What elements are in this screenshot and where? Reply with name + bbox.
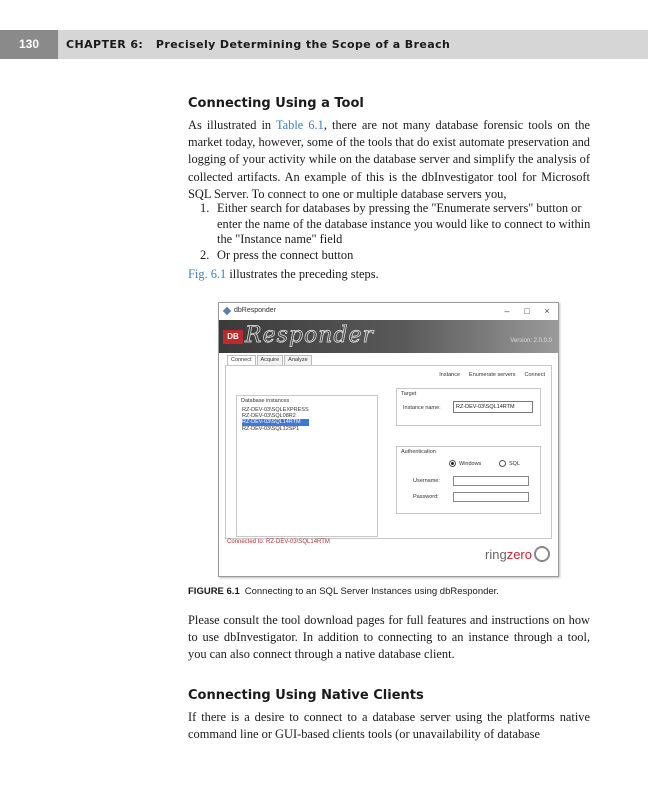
connection-status: Connected to: RZ-DEV-03\SQL14RTM bbox=[227, 539, 330, 545]
toolbar bbox=[439, 372, 545, 378]
step-text: Either search for databases by pressing the "Enumerate servers" button or enter the name of the database instance you would like to connect to within the "Instance name" field bbox=[217, 201, 591, 247]
app-banner bbox=[219, 320, 558, 353]
intro-text-end: , there are not many database forensic tools on the market today, however, some of the tools that do exist automate preservation and logging of your activity while on the database server and simplify the analysis of collected artifacts. An example of this is the dbInvestigator tool for Microsoft SQL Server. To connect to one or multiple database servers you, bbox=[188, 118, 590, 201]
step-text: Or press the connect button bbox=[217, 247, 354, 262]
tab-analyze[interactable]: Analyze bbox=[284, 355, 312, 366]
running-header bbox=[0, 30, 648, 59]
step-number: 1. bbox=[200, 201, 210, 215]
close-icon[interactable]: × bbox=[544, 306, 550, 316]
list-item bbox=[200, 248, 592, 264]
minimize-icon[interactable]: – bbox=[504, 306, 510, 316]
list-item[interactable]: RZ-DEV-03\SQLEXPRESS bbox=[242, 407, 309, 413]
figure-caption bbox=[188, 586, 499, 597]
chapter-title: CHAPTER 6: Precisely Determining the Scope of a Breach bbox=[66, 38, 451, 51]
ringzero-logo bbox=[485, 547, 532, 562]
body-paragraph: Please consult the tool download pages for full features and instructions on how to use dbInvestigator. In addition to connecting to an instance through a tool, you can also connect through a native database client. bbox=[188, 613, 590, 662]
intro-paragraph bbox=[188, 117, 590, 203]
connect-button[interactable]: Connect bbox=[524, 372, 545, 378]
caption-text: Connecting to an SQL Server Instances using dbResponder. bbox=[244, 586, 499, 597]
target-group bbox=[396, 388, 541, 426]
group-label: Target bbox=[401, 391, 417, 397]
window-titlebar bbox=[219, 303, 558, 319]
sql-radio[interactable] bbox=[499, 460, 506, 467]
step-number: 2. bbox=[200, 247, 210, 262]
database-instances-group bbox=[236, 395, 378, 537]
sql-radio-label: SQL bbox=[509, 461, 521, 467]
instance-name-label: Instance name: bbox=[403, 405, 441, 411]
password-label: Password: bbox=[413, 494, 439, 500]
window-title: dbResponder bbox=[234, 307, 277, 314]
intro-text-start: As illustrated in bbox=[188, 118, 276, 132]
enumerate-servers-button[interactable]: Enumerate servers bbox=[469, 372, 516, 378]
app-icon bbox=[223, 307, 231, 315]
windows-radio-label: Windows bbox=[459, 461, 482, 467]
figure-reference bbox=[188, 266, 590, 283]
maximize-icon[interactable]: □ bbox=[524, 306, 530, 316]
connect-panel bbox=[225, 365, 552, 539]
steps-list bbox=[200, 201, 592, 263]
password-input[interactable] bbox=[453, 492, 529, 502]
figure-link[interactable]: Fig. 6.1 bbox=[188, 267, 227, 281]
logo-wordmark: Responder bbox=[245, 323, 374, 348]
tab-connect[interactable]: Connect bbox=[227, 355, 256, 366]
section-heading: Connecting Using Native Clients bbox=[188, 688, 424, 703]
section-heading: Connecting Using a Tool bbox=[188, 96, 364, 111]
group-label: Database instances bbox=[241, 398, 290, 404]
group-label: Authentication bbox=[401, 449, 436, 455]
caption-label: FIGURE 6.1 bbox=[188, 586, 240, 597]
database-instance-list bbox=[242, 407, 309, 432]
windows-radio[interactable] bbox=[449, 460, 456, 467]
brand-text-a: ring bbox=[485, 547, 507, 562]
ring-logo-icon bbox=[534, 546, 550, 562]
tab-acquire[interactable]: Acquire bbox=[257, 355, 284, 366]
authentication-group bbox=[396, 446, 541, 514]
username-label: Username: bbox=[413, 478, 440, 484]
list-item[interactable]: RZ-DEV-03\SQL08R2 bbox=[242, 413, 296, 420]
username-input[interactable] bbox=[453, 476, 529, 486]
list-item[interactable]: RZ-DEV-03\SQL12SP1 bbox=[242, 425, 300, 432]
table-link[interactable]: Table 6.1 bbox=[275, 118, 324, 132]
instance-button[interactable]: Instance bbox=[439, 372, 461, 378]
page-number: 130 bbox=[0, 30, 58, 59]
body-paragraph: If there is a desire to connect to a database server using the platforms native command line or GUI-based clients tools (or unavailability of database bbox=[188, 710, 590, 742]
brand-text-b: zero bbox=[506, 547, 532, 562]
logo-db-badge: DB bbox=[223, 330, 243, 344]
figure-screenshot bbox=[218, 302, 559, 577]
figure-reference-text: illustrates the preceding steps. bbox=[226, 267, 379, 281]
instance-name-input[interactable]: RZ-DEV-03\SQL14RTM bbox=[453, 401, 533, 413]
list-item bbox=[200, 201, 592, 248]
list-item-selected[interactable]: RZ-DEV-03\SQL14RTM bbox=[242, 419, 309, 425]
version-label: Version: 2.0.0.0 bbox=[510, 338, 552, 344]
